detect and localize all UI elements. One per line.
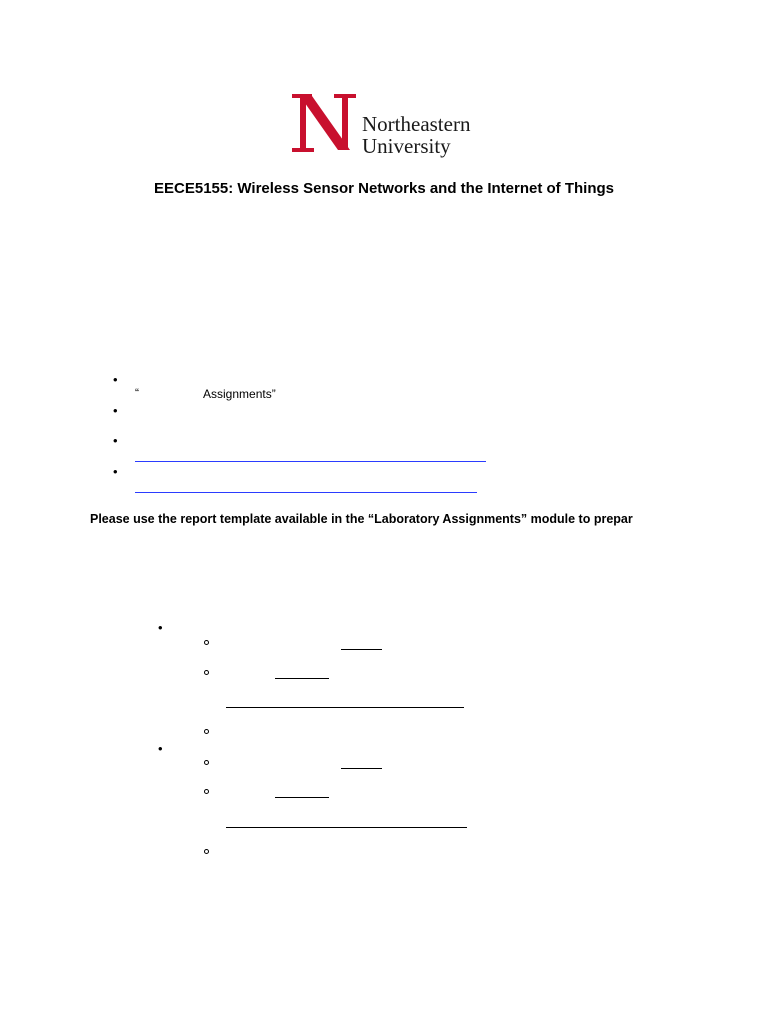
sub-bullet-2c — [204, 849, 209, 854]
blank-underline-1b — [275, 678, 329, 679]
list-bullet-1: • — [113, 372, 118, 387]
sub-bullet-2b — [204, 789, 209, 794]
blank-underline-2b — [275, 797, 329, 798]
logo-name-line2: University — [362, 134, 451, 158]
blank-underline-2a — [341, 768, 382, 769]
hyperlink-underline-1[interactable] — [135, 461, 486, 462]
blank-underline-1a — [341, 649, 382, 650]
nested-bullet-2: • — [158, 741, 163, 756]
list-bullet-4: • — [113, 464, 118, 479]
sub-bullet-1b — [204, 670, 209, 675]
n-logo-mark — [290, 92, 362, 154]
open-quote: “ — [135, 386, 139, 400]
logo-name-line1: Northeastern — [362, 112, 471, 136]
list-bullet-3: • — [113, 433, 118, 448]
sub-bullet-1a — [204, 640, 209, 645]
sub-bullet-2a — [204, 760, 209, 765]
blank-underline-2c — [226, 827, 467, 828]
list-bullet-2: • — [113, 403, 118, 418]
hyperlink-underline-2[interactable] — [135, 492, 477, 493]
nested-bullet-1: • — [158, 620, 163, 635]
sub-bullet-1c — [204, 729, 209, 734]
report-instruction: Please use the report template available in the “Laboratory Assignments” module to prepar — [90, 512, 633, 526]
assignments-text: Assignments” — [203, 387, 276, 401]
university-logo — [290, 92, 490, 156]
blank-underline-1c — [226, 707, 464, 708]
course-title: EECE5155: Wireless Sensor Networks and the Internet of Things — [154, 180, 614, 197]
